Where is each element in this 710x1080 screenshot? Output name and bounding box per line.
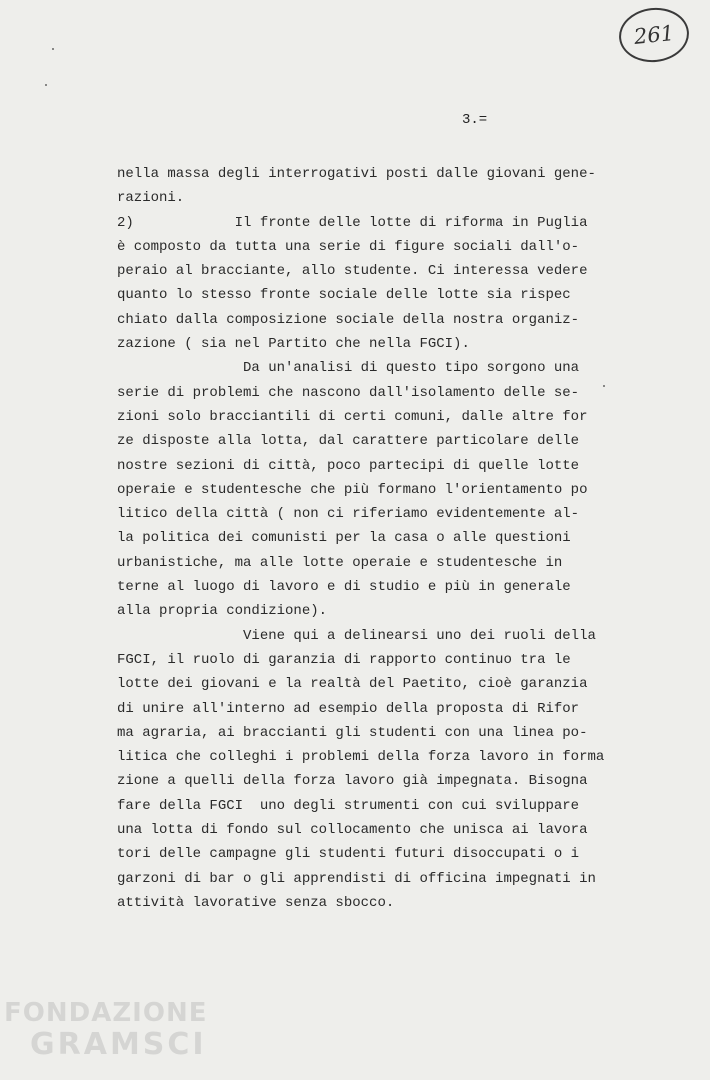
text-line: attività lavorative senza sbocco. [117,894,395,911]
text-line: ma agraria, ai braccianti gli studenti con una linea po- [117,724,588,741]
text-line: tori delle campagne gli studenti futuri disoccupati o i [117,846,580,863]
archive-number-text: 261 [632,20,676,50]
typed-body-text [117,162,605,915]
text-line: Da un'analisi di questo tipo sorgono una [117,360,580,377]
text-line: lotte dei giovani e la realtà del Paetito, cioè garanzia [117,676,588,693]
text-line: terne al luogo di lavoro e di studio e più in generale [117,579,571,596]
text-line: operaie e studentesche che più formano l'orientamento po [117,481,588,498]
text-line: zazione ( sia nel Partito che nella FGCI). [117,336,470,353]
text-line: 2) Il fronte delle lotte di riforma in Puglia [117,214,588,231]
text-line: FGCI, il ruolo di garanzia di rapporto continuo tra le [117,651,571,668]
text-line: chiato dalla composizione sociale della nostra organiz- [117,311,580,328]
text-line: la politica dei comunisti per la casa o alle questioni [117,530,571,547]
text-line: Viene qui a delinearsi uno dei ruoli della [117,627,596,644]
text-line: nella massa degli interrogativi posti dalle giovani gene- [117,166,596,182]
page-number: 3.= [462,112,488,128]
text-line: razioni. [117,190,185,207]
text-line: nostre sezioni di città, poco partecipi di quelle lotte [117,457,580,474]
text-line: è composto da tutta una serie di figure sociali dall'o- [117,238,580,255]
text-line: serie di problemi che nascono dall'isolamento delle se- [117,384,580,401]
text-line: urbanistiche, ma alle lotte operaie e studentesche in [117,554,563,571]
text-line: litico della città ( non ci riferiamo evidentemente al- [117,506,580,523]
watermark-line-2: GRAMSCI [30,1027,207,1062]
watermark-line-1: FONDAZIONE [4,998,208,1028]
text-line: quanto lo stesso fronte sociale delle lotte sia rispec [117,287,571,304]
paper-speck [45,84,47,86]
text-line: ze disposte alla lotta, dal carattere particolare delle [117,433,580,450]
archive-watermark [4,1000,207,1060]
text-line: peraio al bracciante, allo studente. Ci interessa vedere [117,263,588,280]
text-line: zioni solo bracciantili di certi comuni, dalle altre for [117,408,588,425]
text-line: zione a quelli della forza lavoro già impegnata. Bisogna [117,773,588,790]
paper-speck [603,385,605,387]
text-line: fare della FGCI uno degli strumenti con cui sviluppare [117,797,580,814]
paper-speck [52,48,54,50]
text-line: una lotta di fondo sul collocamento che unisca ai lavora [117,822,588,839]
text-line: alla propria condizione). [117,603,328,620]
text-line: di unire all'interno ad esempio della proposta di Rifor [117,700,580,717]
text-line: litica che colleghi i problemi della forza lavoro in forma [117,749,605,766]
text-line: garzoni di bar o gli apprendisti di officina impegnati in [117,870,596,887]
archive-stamp-number [616,4,691,65]
